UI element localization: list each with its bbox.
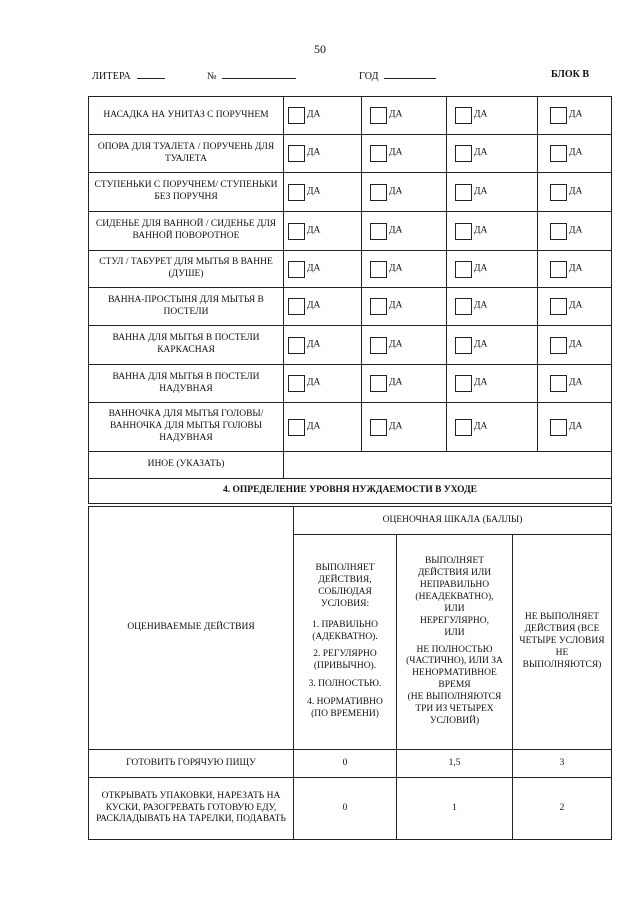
equipment-label: СТУПЕНЬКИ С ПОРУЧНЕМ/ СТУПЕНЬКИ БЕЗ ПОРУЧНЯ: [89, 173, 284, 212]
yes-label: ДА: [307, 421, 321, 432]
yes-label: ДА: [389, 147, 403, 158]
checkbox[interactable]: [550, 261, 567, 278]
checkbox[interactable]: [370, 298, 387, 315]
scale-header: ОЦЕНОЧНАЯ ШКАЛА (БАЛЛЫ): [294, 507, 612, 535]
yes-label: ДА: [307, 109, 321, 120]
year-field[interactable]: [359, 69, 436, 82]
col1-intro: ВЫПОЛНЯЕТ ДЕЙСТВИЯ, СОБЛЮДАЯ УСЛОВИЯ:: [315, 563, 375, 609]
yes-label: ДА: [307, 339, 321, 350]
yes-label: ДА: [474, 225, 488, 236]
yes-option[interactable]: [362, 251, 447, 288]
yes-option[interactable]: [538, 403, 612, 452]
yes-label: ДА: [474, 263, 488, 274]
equipment-row: [89, 403, 612, 452]
year-line[interactable]: [384, 69, 436, 79]
yes-option[interactable]: [362, 326, 447, 365]
yes-option[interactable]: [447, 251, 538, 288]
yes-label: ДА: [389, 263, 403, 274]
yes-option[interactable]: [538, 326, 612, 365]
yes-label: ДА: [474, 109, 488, 120]
checkbox[interactable]: [288, 184, 305, 201]
score-action: ОТКРЫВАТЬ УПАКОВКИ, НАРЕЗАТЬ НА КУСКИ, РАЗОГРЕВАТЬ ГОТОВУЮ ЕДУ, РАСКЛАДЫВАТЬ НА ТАРЕЛКИ, ПОДАВАТЬ: [89, 778, 294, 840]
number-label: №: [207, 71, 217, 82]
yes-option[interactable]: [362, 403, 447, 452]
yes-label: ДА: [389, 339, 403, 350]
checkbox[interactable]: [370, 375, 387, 392]
yes-label: ДА: [389, 377, 403, 388]
yes-label: ДА: [307, 225, 321, 236]
score-3: 2: [513, 778, 612, 840]
yes-label: ДА: [474, 377, 488, 388]
yes-label: ДА: [569, 263, 583, 274]
yes-label: ДА: [569, 109, 583, 120]
yes-option[interactable]: [362, 365, 447, 403]
yes-label: ДА: [307, 186, 321, 197]
yes-label: ДА: [569, 147, 583, 158]
yes-label: ДА: [307, 377, 321, 388]
yes-label: ДА: [389, 421, 403, 432]
yes-option[interactable]: [284, 288, 362, 326]
yes-label: ДА: [474, 186, 488, 197]
checkbox[interactable]: [550, 298, 567, 315]
checkbox[interactable]: [370, 261, 387, 278]
checkbox[interactable]: [550, 337, 567, 354]
checkbox[interactable]: [550, 184, 567, 201]
yes-label: ДА: [389, 300, 403, 311]
yes-option[interactable]: [538, 288, 612, 326]
equipment-row: [89, 251, 612, 288]
section-title: 4. ОПРЕДЕЛЕНИЕ УРОВНЯ НУЖДАЕМОСТИ В УХОДЕ: [89, 479, 612, 504]
equipment-row: [89, 326, 612, 365]
score-row: [89, 778, 612, 840]
yes-label: ДА: [389, 225, 403, 236]
yes-label: ДА: [569, 421, 583, 432]
scale-col-1: [294, 535, 397, 750]
yes-option[interactable]: [362, 135, 447, 173]
page-number: 50: [314, 42, 326, 56]
checkbox[interactable]: [370, 107, 387, 124]
checkbox[interactable]: [455, 298, 472, 315]
checkbox[interactable]: [455, 223, 472, 240]
checkbox[interactable]: [288, 375, 305, 392]
block-label: БЛОК В: [551, 69, 590, 80]
equipment-label: СИДЕНЬЕ ДЛЯ ВАННОЙ / СИДЕНЬЕ ДЛЯ ВАННОЙ ПОВОРОТНОЕ: [89, 212, 284, 251]
equipment-label: ОПОРА ДЛЯ ТУАЛЕТА / ПОРУЧЕНЬ ДЛЯ ТУАЛЕТА: [89, 135, 284, 173]
checkbox[interactable]: [288, 145, 305, 162]
yes-option[interactable]: [447, 326, 538, 365]
col1-condition-3: 3. ПОЛНОСТЬЮ.: [308, 679, 382, 690]
col1-condition-4: 4. НОРМАТИВНО (ПО ВРЕМЕНИ): [307, 697, 383, 719]
yes-option[interactable]: [284, 403, 362, 452]
yes-label: ДА: [569, 339, 583, 350]
yes-option[interactable]: [447, 403, 538, 452]
litera-label: ЛИТЕРА: [92, 71, 131, 82]
other-row: [89, 452, 612, 479]
yes-option[interactable]: [362, 288, 447, 326]
yes-option[interactable]: [284, 251, 362, 288]
yes-option[interactable]: [538, 212, 612, 251]
litera-line[interactable]: [137, 69, 165, 79]
yes-option[interactable]: [284, 365, 362, 403]
yes-option[interactable]: [362, 173, 447, 212]
yes-label: ДА: [307, 300, 321, 311]
checkbox[interactable]: [550, 419, 567, 436]
checkbox[interactable]: [370, 337, 387, 354]
score-3: 3: [513, 750, 612, 778]
checkbox[interactable]: [455, 375, 472, 392]
yes-option[interactable]: [362, 212, 447, 251]
yes-option[interactable]: [447, 97, 538, 135]
yes-label: ДА: [389, 186, 403, 197]
actions-header: ОЦЕНИВАЕМЫЕ ДЕЙСТВИЯ: [89, 507, 294, 750]
equipment-row: [89, 173, 612, 212]
checkbox[interactable]: [288, 298, 305, 315]
checkbox[interactable]: [455, 337, 472, 354]
year-label: ГОД: [359, 71, 379, 82]
col2-b: НЕРЕГУЛЯРНО,: [419, 615, 490, 626]
checkbox[interactable]: [455, 184, 472, 201]
equipment-row: [89, 288, 612, 326]
equipment-label: НАСАДКА НА УНИТАЗ С ПОРУЧНЕМ: [89, 97, 284, 135]
number-line[interactable]: [222, 69, 296, 79]
yes-label: ДА: [474, 300, 488, 311]
yes-option[interactable]: [538, 173, 612, 212]
checkbox[interactable]: [370, 145, 387, 162]
yes-option[interactable]: [447, 135, 538, 173]
yes-option[interactable]: [538, 135, 612, 173]
score-action: ГОТОВИТЬ ГОРЯЧУЮ ПИЩУ: [89, 750, 294, 778]
equipment-row: [89, 365, 612, 403]
other-input[interactable]: [284, 452, 612, 479]
col2-a: ВЫПОЛНЯЕТ ДЕЙСТВИЯ ИЛИ НЕПРАВИЛЬНО (НЕАДЕКВАТНО),: [415, 556, 494, 602]
checkbox[interactable]: [550, 107, 567, 124]
yes-label: ДА: [389, 109, 403, 120]
section-row: [89, 479, 612, 504]
assessment-table: [88, 96, 612, 504]
checkbox[interactable]: [370, 419, 387, 436]
yes-option[interactable]: [284, 212, 362, 251]
checkbox[interactable]: [288, 107, 305, 124]
checkbox[interactable]: [455, 419, 472, 436]
yes-label: ДА: [474, 421, 488, 432]
yes-option[interactable]: [447, 365, 538, 403]
equipment-label: ВАННА-ПРОСТЫНЯ ДЛЯ МЫТЬЯ В ПОСТЕЛИ: [89, 288, 284, 326]
equipment-row: [89, 135, 612, 173]
col2-or-1: ИЛИ: [444, 603, 465, 614]
checkbox[interactable]: [550, 223, 567, 240]
checkbox[interactable]: [288, 261, 305, 278]
yes-label: ДА: [474, 339, 488, 350]
other-label: ИНОЕ (УКАЗАТЬ): [89, 452, 284, 479]
score-2: 1,5: [397, 750, 513, 778]
yes-option[interactable]: [362, 97, 447, 135]
score-1: 0: [294, 750, 397, 778]
equipment-label: ВАННА ДЛЯ МЫТЬЯ В ПОСТЕЛИ НАДУВНАЯ: [89, 365, 284, 403]
scale-table: [88, 506, 612, 840]
yes-option[interactable]: [284, 97, 362, 135]
litera-field[interactable]: [92, 69, 165, 82]
score-2: 1: [397, 778, 513, 840]
equipment-row: [89, 212, 612, 251]
yes-option[interactable]: [284, 326, 362, 365]
yes-option[interactable]: [447, 212, 538, 251]
yes-option[interactable]: [284, 135, 362, 173]
yes-label: ДА: [569, 225, 583, 236]
col2-or-2: ИЛИ: [444, 627, 465, 638]
checkbox[interactable]: [455, 261, 472, 278]
yes-option[interactable]: [447, 173, 538, 212]
equipment-row: [89, 97, 612, 135]
equipment-label: СТУЛ / ТАБУРЕТ ДЛЯ МЫТЬЯ В ВАННЕ (ДУШЕ): [89, 251, 284, 288]
equipment-label: ВАННА ДЛЯ МЫТЬЯ В ПОСТЕЛИ КАРКАСНАЯ: [89, 326, 284, 365]
number-field[interactable]: [207, 69, 296, 82]
scale-col-3: НЕ ВЫПОЛНЯЕТ ДЕЙСТВИЯ (ВСЕ ЧЕТЫРЕ УСЛОВИЯ НЕ ВЫПОЛНЯЮТСЯ): [513, 535, 612, 750]
checkbox[interactable]: [288, 337, 305, 354]
scale-col-2: [397, 535, 513, 750]
equipment-label: ВАННОЧКА ДЛЯ МЫТЬЯ ГОЛОВЫ/ ВАННОЧКА ДЛЯ МЫТЬЯ ГОЛОВЫ НАДУВНАЯ: [89, 403, 284, 452]
yes-option[interactable]: [538, 251, 612, 288]
col1-condition-2: 2. РЕГУЛЯРНО (ПРИВЫЧНО).: [313, 649, 377, 672]
checkbox[interactable]: [288, 223, 305, 240]
yes-label: ДА: [569, 300, 583, 311]
yes-label: ДА: [569, 186, 583, 197]
yes-label: ДА: [474, 147, 488, 158]
col2-c: НЕ ПОЛНОСТЬЮ (ЧАСТИЧНО), ИЛИ ЗА НЕНОРМАТИВНОЕ ВРЕМЯ: [406, 644, 503, 691]
checkbox[interactable]: [288, 419, 305, 436]
yes-option[interactable]: [538, 97, 612, 135]
yes-option[interactable]: [284, 173, 362, 212]
checkbox[interactable]: [370, 184, 387, 201]
yes-option[interactable]: [447, 288, 538, 326]
col2-d: (НЕ ВЫПОЛНЯЮТСЯ ТРИ ИЗ ЧЕТЫРЕХ УСЛОВИЙ): [407, 692, 502, 726]
col1-condition-1: 1. ПРАВИЛЬНО (АДЕКВАТНО).: [311, 619, 379, 642]
checkbox[interactable]: [550, 375, 567, 392]
score-1: 0: [294, 778, 397, 840]
yes-option[interactable]: [538, 365, 612, 403]
yes-label: ДА: [307, 263, 321, 274]
yes-label: ДА: [569, 377, 583, 388]
checkbox[interactable]: [455, 107, 472, 124]
score-row: [89, 750, 612, 778]
checkbox[interactable]: [455, 145, 472, 162]
yes-label: ДА: [307, 147, 321, 158]
checkbox[interactable]: [550, 145, 567, 162]
checkbox[interactable]: [370, 223, 387, 240]
